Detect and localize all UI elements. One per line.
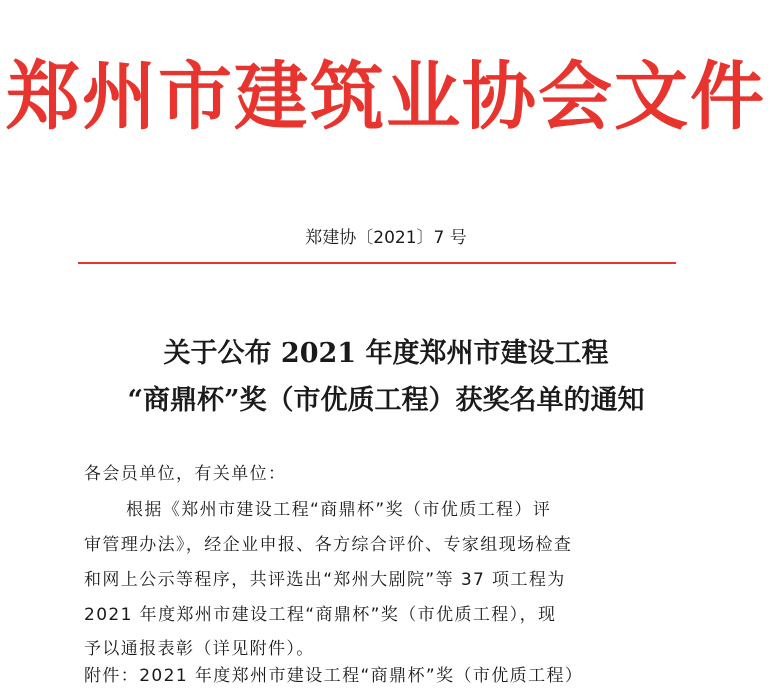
salutation: 各会员单位，有关单位：: [84, 464, 287, 484]
paragraph-line: 审管理办法》，经企业申报、各方综合评价、专家组现场检查: [84, 535, 573, 555]
notice-title-line-2: “商鼎杯”奖（市优质工程）获奖名单的通知: [127, 385, 645, 416]
paragraph-line: 2021 年度郑州市建设工程“商鼎杯”奖（市优质工程），现: [84, 605, 557, 625]
org-document-header: 郑州市建筑业协会文件: [6, 54, 766, 140]
paragraph-line: 和网上公示等程序，共评选出“郑州大剧院”等 37 项工程为: [84, 570, 566, 590]
paragraph-line: 根据《郑州市建设工程“商鼎杯”奖（市优质工程）评: [126, 500, 552, 520]
paragraph-line: 予以通报表彰（详见附件）。: [84, 639, 315, 659]
notice-title-line-1: 关于公布 2021 年度郑州市建设工程: [163, 338, 609, 369]
document-number: 郑建协〔2021〕7 号: [305, 228, 467, 248]
attachment-line: 附件：2021 年度郑州市建设工程“商鼎杯”奖（市优质工程）: [84, 666, 584, 686]
red-divider-line: [78, 262, 676, 264]
